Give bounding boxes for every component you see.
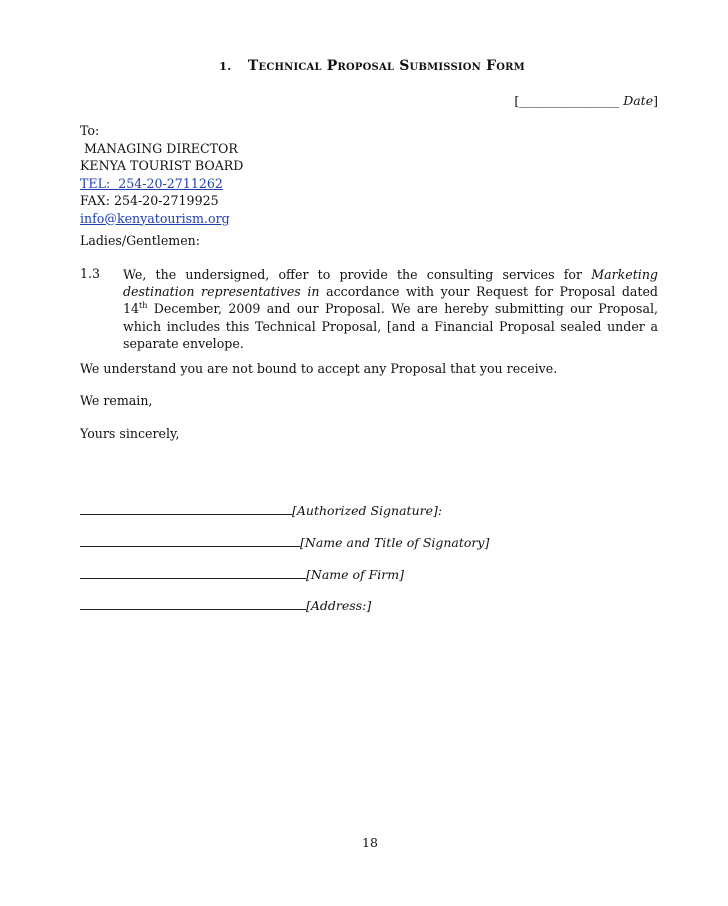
paragraph-number: 1.3 [80,266,101,281]
telephone-link[interactable]: TEL: 254-20-2711262 [80,175,223,191]
paragraph-text-part3: December, 2009 and our Proposal. We are hereby submitting our Proposal, which includes this Technical Proposal, [and a Financial Proposal sealed under a separate envelope. [123,301,658,351]
ordinal-superscript: th [139,301,148,311]
signature-label-name-title: [Name and Title of Signatory] [300,535,490,550]
date-bracket-open: [ [514,93,520,108]
paragraph-text [123,266,658,352]
form-title [0,58,728,74]
date-label: Date [623,93,654,108]
signature-rule[interactable] [80,566,306,579]
understanding-statement: We understand you are not bound to accept any Proposal that you receive. [80,361,558,376]
page-number: 18 [362,835,378,850]
signature-rule[interactable] [80,502,292,515]
date-field [514,93,658,108]
closing-sincerely: Yours sincerely, [80,426,180,441]
paragraph-italic-service: Marketing destination representatives in [123,267,658,300]
signature-line-name-title [80,534,489,550]
paragraph-text-part1: We, the undersigned, offer to provide the consulting services for [123,267,592,282]
date-bracket-close: ] [653,93,658,108]
title-number: 1. [219,59,232,73]
signature-label-firm: [Name of Firm] [306,567,404,582]
to-label: To: [80,123,100,138]
salutation: Ladies/Gentlemen: [80,233,201,248]
recipient-address [80,122,243,227]
signature-rule[interactable] [80,534,300,547]
signature-line-authorized [80,502,442,518]
title-heading: Technical Proposal Submission Form [247,58,525,74]
signature-rule[interactable] [80,597,306,610]
signature-line-address [80,597,371,613]
recipient-title: MANAGING DIRECTOR [80,140,238,156]
date-blank: ________________ [519,93,620,108]
offer-paragraph [80,266,658,352]
email-link[interactable]: info@kenyatourism.org [80,210,230,226]
paragraph-text-part2: accordance with your Request for Proposal dated 14 [123,284,658,317]
signature-line-firm [80,566,404,582]
fax-number: FAX: 254-20-2719925 [80,193,219,208]
signature-label-authorized: [Authorized Signature]: [292,503,443,518]
signature-label-address: [Address:] [306,598,372,613]
closing-remain: We remain, [80,393,153,408]
recipient-organization: KENYA TOURIST BOARD [80,158,244,173]
